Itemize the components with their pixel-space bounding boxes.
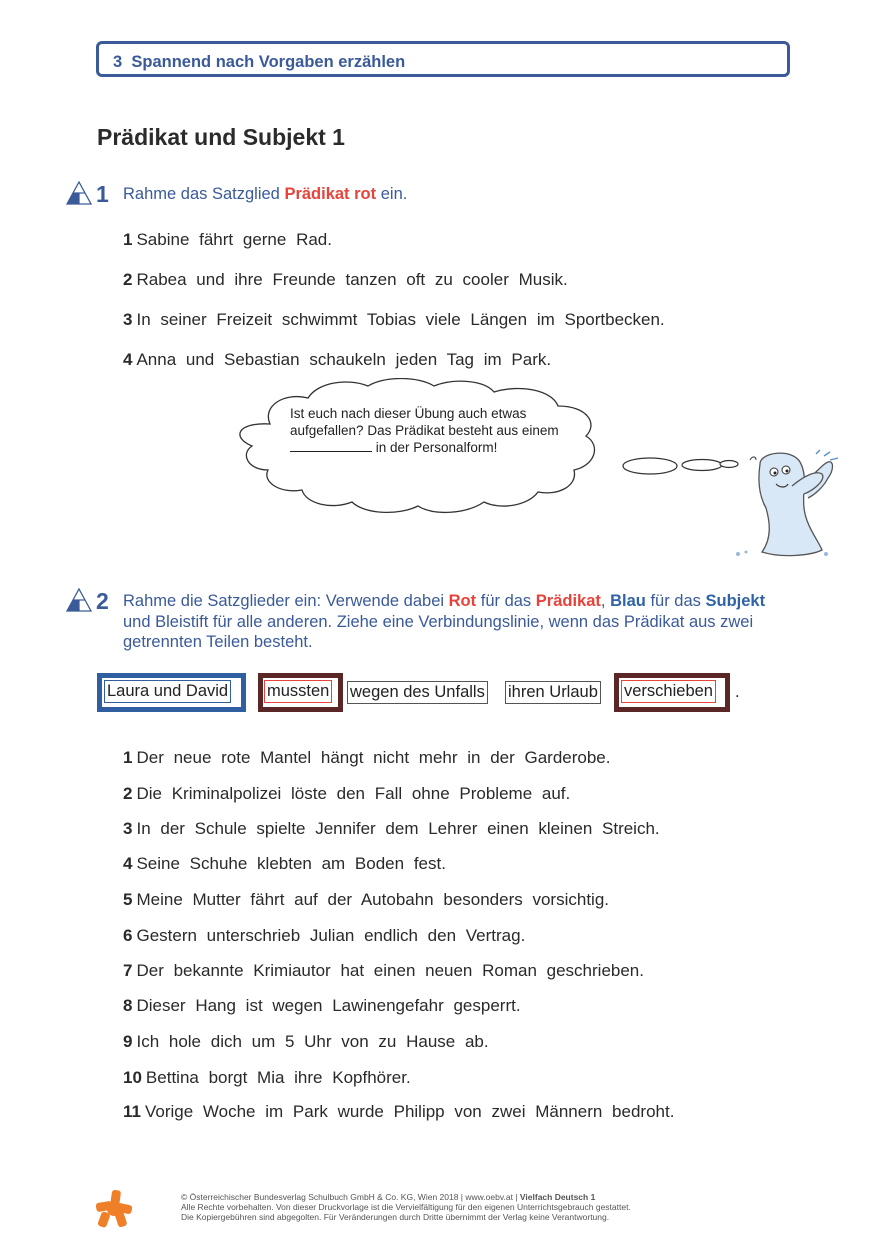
chapter-title: Spannend nach Vorgaben erzählen	[131, 53, 406, 71]
thought-bubble-tail	[620, 455, 740, 477]
chapter-header-text	[113, 53, 405, 72]
task-1-sentence	[123, 350, 551, 370]
example-object-1: wegen des Unfalls	[347, 681, 488, 704]
task-2-instr-rot: Rot	[448, 592, 477, 610]
sentence-text: Die Kriminalpolizei löste den Fall ohne Probleme auf.	[136, 784, 571, 803]
task-2-sentence	[123, 890, 609, 910]
task-2-sentence	[123, 961, 644, 981]
sentence-number: 4	[123, 854, 133, 873]
task-1-sentence	[123, 230, 332, 250]
task-2-sentence	[123, 1068, 411, 1088]
task-2-instr-blau: Blau	[610, 592, 646, 610]
sentence-number: 8	[123, 996, 133, 1015]
sentence-text: Bettina borgt Mia ihre Kopfhörer.	[145, 1068, 411, 1087]
difficulty-pyramid-icon	[66, 181, 92, 205]
footer-line-2: Alle Rechte vorbehalten. Von dieser Druckvorlage ist die Vervielfältigung für den eigenen Unterrichtsgebrauch gestattet.	[181, 1202, 631, 1212]
publisher-logo-icon	[96, 1190, 132, 1228]
sentence-text: Gestern unterschrieb Julian endlich den Vertrag.	[136, 926, 526, 945]
sentence-text: Ich hole dich um 5 Uhr von zu Hause ab.	[136, 1032, 489, 1051]
task-2-instr-comma: ,	[600, 592, 606, 610]
task-2-sentence	[123, 748, 611, 768]
sentence-text: Der neue rote Mantel hängt nicht mehr in der Garderobe.	[136, 748, 611, 767]
sentence-number: 4	[123, 350, 133, 369]
task-1-instruction-highlight: Prädikat rot	[284, 185, 377, 203]
task-2-instr-subjekt: Subjekt	[705, 592, 766, 610]
footer-line-1	[181, 1192, 631, 1202]
thinking-figure-illustration	[730, 448, 850, 560]
sentence-text: Vorige Woche im Park wurde Philipp von zwei Männern bedroht.	[144, 1102, 675, 1121]
task-2-instr-praedikat: Prädikat	[535, 592, 601, 610]
sentence-number: 7	[123, 961, 133, 980]
example-predicate-1: mussten	[264, 680, 332, 703]
task-1-sentence	[123, 270, 568, 290]
example-predicate-2: verschieben	[621, 680, 716, 703]
task-2-sentence	[123, 996, 521, 1016]
footer-book-title: Vielfach Deutsch 1	[519, 1192, 596, 1202]
task-2-sentence	[123, 926, 525, 946]
task-2-instr-part: und Bleistift für alle anderen. Ziehe eine Verbindungslinie, wenn das Prädikat aus zwei getrennten Teilen besteht.	[123, 612, 754, 651]
task-1-instruction-post: ein.	[380, 185, 408, 203]
chapter-header	[96, 41, 790, 77]
sentence-number: 2	[123, 784, 133, 803]
example-period: .	[735, 683, 740, 701]
sentence-number: 3	[123, 819, 133, 838]
task-2-instr-part: für das	[480, 592, 532, 610]
task-2-sentence	[123, 784, 570, 804]
example-object-2: ihren Urlaub	[505, 681, 601, 704]
thought-bubble-text	[290, 405, 570, 456]
fill-in-blank[interactable]	[290, 439, 372, 452]
sentence-text: In seiner Freizeit schwimmt Tobias viele Längen im Sportbecken.	[136, 310, 665, 329]
thought-bubble-text-before: Ist euch nach dieser Übung auch etwas aufgefallen? Das Prädikat besteht aus einem	[290, 406, 559, 438]
task-2-sentence	[123, 1102, 674, 1122]
footer-line-3: Die Kopiergebühren sind abgegolten. Für Veränderungen durch Dritte übernimmt der Verlag keine Verantwortung.	[181, 1212, 610, 1222]
sentence-text: Dieser Hang ist wegen Lawinengefahr gesperrt.	[136, 996, 521, 1015]
sentence-text: Rabea und ihre Freunde tanzen oft zu cooler Musik.	[136, 270, 568, 289]
sentence-number: 5	[123, 890, 133, 909]
sentence-number: 6	[123, 926, 133, 945]
example-subject: Laura und David	[104, 680, 231, 703]
footer-copyright	[181, 1192, 631, 1222]
sentence-text: Anna und Sebastian schaukeln jeden Tag im Park.	[136, 350, 552, 369]
task-2-instr-part: Rahme die Satzglieder ein: Verwende dabei	[123, 592, 445, 610]
sentence-number: 1	[123, 748, 133, 767]
sentence-text: Seine Schuhe klebten am Boden fest.	[136, 854, 446, 873]
sentence-number: 11	[123, 1102, 141, 1121]
task-1-instruction-pre: Rahme das Satzglied	[123, 185, 280, 203]
task-2-sentence	[123, 854, 446, 874]
task-1-number: 1	[96, 181, 109, 207]
difficulty-pyramid-icon	[66, 588, 92, 612]
task-2-sentence	[123, 819, 660, 839]
sentence-number: 9	[123, 1032, 133, 1051]
chapter-number: 3	[113, 53, 123, 71]
task-1-instruction	[123, 184, 407, 205]
task-2-number: 2	[96, 588, 109, 614]
sentence-text: Sabine fährt gerne Rad.	[136, 230, 332, 249]
sentence-number: 10	[123, 1068, 142, 1087]
sentence-text: In der Schule spielte Jennifer dem Lehrer einen kleinen Streich.	[136, 819, 660, 838]
thought-bubble-text-after: in der Personalform!	[375, 440, 498, 455]
sentence-number: 3	[123, 310, 133, 329]
task-2-instr-part: für das	[650, 592, 701, 610]
footer-line-1-text: © Österreichischer Bundesverlag Schulbuch GmbH & Co. KG, Wien 2018 | www.oebv.at |	[181, 1192, 518, 1202]
page-title: Prädikat und Subjekt 1	[97, 124, 345, 150]
task-2-sentence	[123, 1032, 489, 1052]
sentence-number: 2	[123, 270, 133, 289]
task-2-instruction	[123, 591, 773, 653]
task-1-sentence	[123, 310, 665, 330]
sentence-text: Meine Mutter fährt auf der Autobahn besonders vorsichtig.	[136, 890, 609, 909]
sentence-text: Der bekannte Krimiautor hat einen neuen Roman geschrieben.	[136, 961, 644, 980]
sentence-number: 1	[123, 230, 133, 249]
